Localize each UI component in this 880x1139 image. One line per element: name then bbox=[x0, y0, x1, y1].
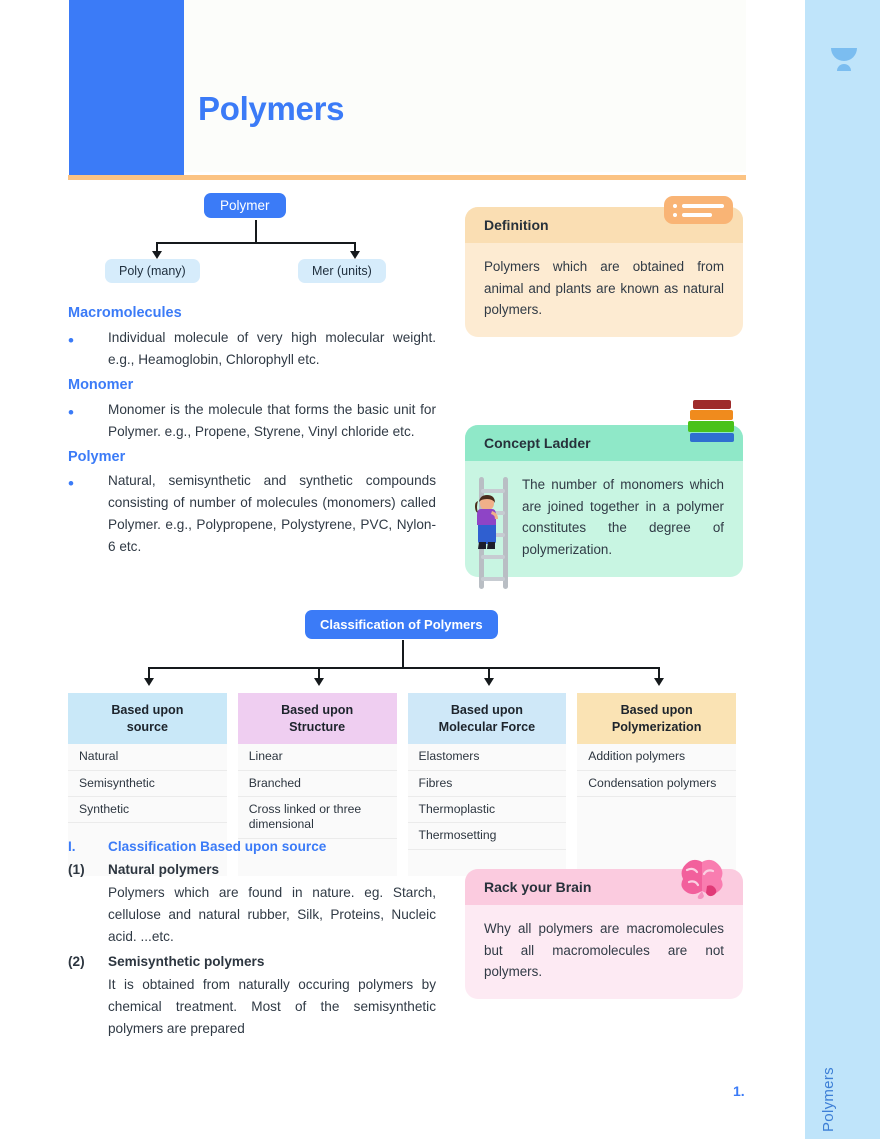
classification-arrow-4 bbox=[654, 678, 664, 686]
section-heading-monomer: Monomer bbox=[68, 376, 134, 393]
rail-chapter-label: Polymers bbox=[820, 1067, 837, 1132]
list-icon-dot bbox=[673, 204, 677, 208]
trophy-icon bbox=[828, 48, 860, 84]
classification-connector-vertical bbox=[402, 640, 404, 669]
header-line-2: Polymerization bbox=[611, 719, 702, 734]
list-icon-line bbox=[682, 204, 724, 208]
ladder-climber-icon bbox=[477, 477, 511, 589]
section-heading-macromolecules: Macromolecules bbox=[68, 305, 182, 321]
table-cell: Addition polymers bbox=[577, 744, 736, 770]
trophy-cup-shape bbox=[831, 48, 857, 61]
bullet-item bbox=[68, 327, 436, 371]
concept-ladder-card-body: The number of monomers which are joined together in a polymer constitutes the degree of polymerization. bbox=[522, 477, 724, 558]
table-cell: Semisynthetic bbox=[68, 771, 227, 797]
definition-callout-card bbox=[465, 207, 743, 337]
bullet-dot-icon: • bbox=[68, 402, 74, 422]
table-cell: Elastomers bbox=[408, 744, 567, 770]
bullet-text-monomer: Monomer is the molecule that forms the basic unit for Polymer. e.g., Propene, Styrene, Vinyl chloride etc. bbox=[108, 401, 436, 439]
book-red bbox=[693, 400, 731, 409]
bullet-item bbox=[68, 399, 436, 443]
bullet-dot-icon: • bbox=[68, 330, 74, 350]
bullet-item bbox=[68, 470, 436, 558]
table-column-body bbox=[577, 744, 736, 854]
classification-flow-diagram bbox=[68, 610, 748, 690]
header-line-2: Molecular Force bbox=[438, 719, 536, 734]
ladder-rung bbox=[481, 489, 505, 493]
roman-numeral: I. bbox=[68, 839, 76, 854]
bullet-text-macromolecules: Individual molecule of very high molecular weight. e.g., Heamoglobin, Chlorophyll etc. bbox=[108, 329, 436, 367]
item-number: (2) bbox=[68, 954, 85, 970]
table-cell: Natural bbox=[68, 744, 227, 770]
roman-section-title: Classification Based upon source bbox=[108, 839, 327, 854]
header-blue-block bbox=[69, 0, 184, 177]
climbing-person-icon bbox=[474, 495, 500, 551]
classification-arrow-1 bbox=[144, 678, 154, 686]
classification-arrow-3 bbox=[484, 678, 494, 686]
list-icon bbox=[664, 196, 733, 224]
table-cell: Cross linked or three dimensional bbox=[238, 797, 397, 839]
table-cell: Synthetic bbox=[68, 797, 227, 823]
table-column-polymerization bbox=[577, 693, 736, 876]
right-sidebar-rail bbox=[805, 0, 880, 1139]
table-cell: Linear bbox=[238, 744, 397, 770]
item-paragraph: It is obtained from naturally occuring polymers by chemical treatment. Most of the semisynthetic polymers are prepared bbox=[108, 977, 436, 1037]
bullet-text-polymer: Natural, semisynthetic and synthetic compounds consisting of number of molecules (monomers) called Polymer. e.g., Polypropene, Polystyrene, PVC, Nylon-6 etc. bbox=[108, 473, 436, 555]
header-line-2: Structure bbox=[289, 719, 346, 734]
flow-arrow-left bbox=[152, 251, 162, 259]
table-cell: Fibres bbox=[408, 771, 567, 797]
concept-ladder-card-title: Concept Ladder bbox=[465, 425, 743, 461]
list-icon-line bbox=[682, 213, 712, 217]
flow-connector-vertical bbox=[255, 220, 257, 243]
page-number: 1. bbox=[733, 1083, 745, 1099]
header-background bbox=[184, 0, 746, 172]
table-cell: Thermosetting bbox=[408, 823, 567, 849]
header-line-1: Based upon bbox=[281, 703, 354, 717]
classification-connector-horizontal bbox=[148, 667, 660, 669]
header-divider bbox=[68, 175, 746, 180]
concept-definitions-column bbox=[68, 303, 436, 562]
book-blue bbox=[690, 433, 734, 442]
header-line-2: source bbox=[126, 719, 169, 734]
book-green bbox=[688, 421, 734, 432]
header-line-1: Based upon bbox=[450, 703, 523, 717]
flow-node-mer: Mer (units) bbox=[298, 259, 386, 283]
book-orange bbox=[690, 410, 733, 420]
table-column-header bbox=[238, 693, 397, 744]
rack-your-brain-card-title: Rack your Brain bbox=[465, 869, 743, 905]
flow-node-polymer: Polymer bbox=[204, 193, 286, 218]
stacked-books-icon bbox=[687, 398, 737, 444]
table-column-header bbox=[68, 693, 227, 744]
table-cell: Thermoplastic bbox=[408, 797, 567, 823]
brain-icon bbox=[673, 858, 731, 904]
rack-your-brain-card-body: Why all polymers are macromolecules but all macromolecules are not polymers. bbox=[484, 921, 724, 980]
table-column-header bbox=[408, 693, 567, 744]
definition-card-body: Polymers which are obtained from animal and plants are known as natural polymers. bbox=[484, 259, 724, 318]
table-column-header bbox=[577, 693, 736, 744]
classification-source-section bbox=[68, 836, 436, 1043]
table-cell: Condensation polymers bbox=[577, 771, 736, 797]
section-heading-polymer: Polymer bbox=[68, 448, 126, 465]
ladder-rung bbox=[481, 577, 505, 581]
flow-node-poly: Poly (many) bbox=[105, 259, 200, 283]
table-cell: Branched bbox=[238, 771, 397, 797]
definition-card-title: Definition bbox=[465, 207, 743, 243]
ladder-rung bbox=[481, 555, 505, 559]
rack-your-brain-callout-card bbox=[465, 869, 743, 999]
page-title: Polymers bbox=[198, 90, 345, 127]
header-line-1: Based upon bbox=[620, 703, 693, 717]
polymer-flow-diagram bbox=[100, 193, 430, 288]
header-line-1: Based upon bbox=[111, 703, 184, 717]
flow-connector-horizontal bbox=[156, 242, 355, 244]
item-title: Natural polymers bbox=[108, 862, 220, 878]
section-roman-row bbox=[68, 836, 436, 858]
numbered-item-row bbox=[68, 859, 436, 881]
item-title: Semisynthetic polymers bbox=[108, 954, 265, 970]
classification-arrow-2 bbox=[314, 678, 324, 686]
flow-node-classification: Classification of Polymers bbox=[305, 610, 498, 639]
trophy-base-shape bbox=[837, 64, 851, 71]
flow-arrow-right bbox=[350, 251, 360, 259]
bullet-dot-icon: • bbox=[68, 474, 74, 494]
concept-ladder-callout-card bbox=[465, 425, 743, 577]
item-number: (1) bbox=[68, 862, 85, 878]
item-paragraph: Polymers which are found in nature. eg. Starch, cellulose and natural rubber, Silk, Proteins, Nucleic acid. ...etc. bbox=[108, 885, 436, 945]
numbered-item-row bbox=[68, 951, 436, 973]
list-icon-dot bbox=[673, 213, 677, 217]
